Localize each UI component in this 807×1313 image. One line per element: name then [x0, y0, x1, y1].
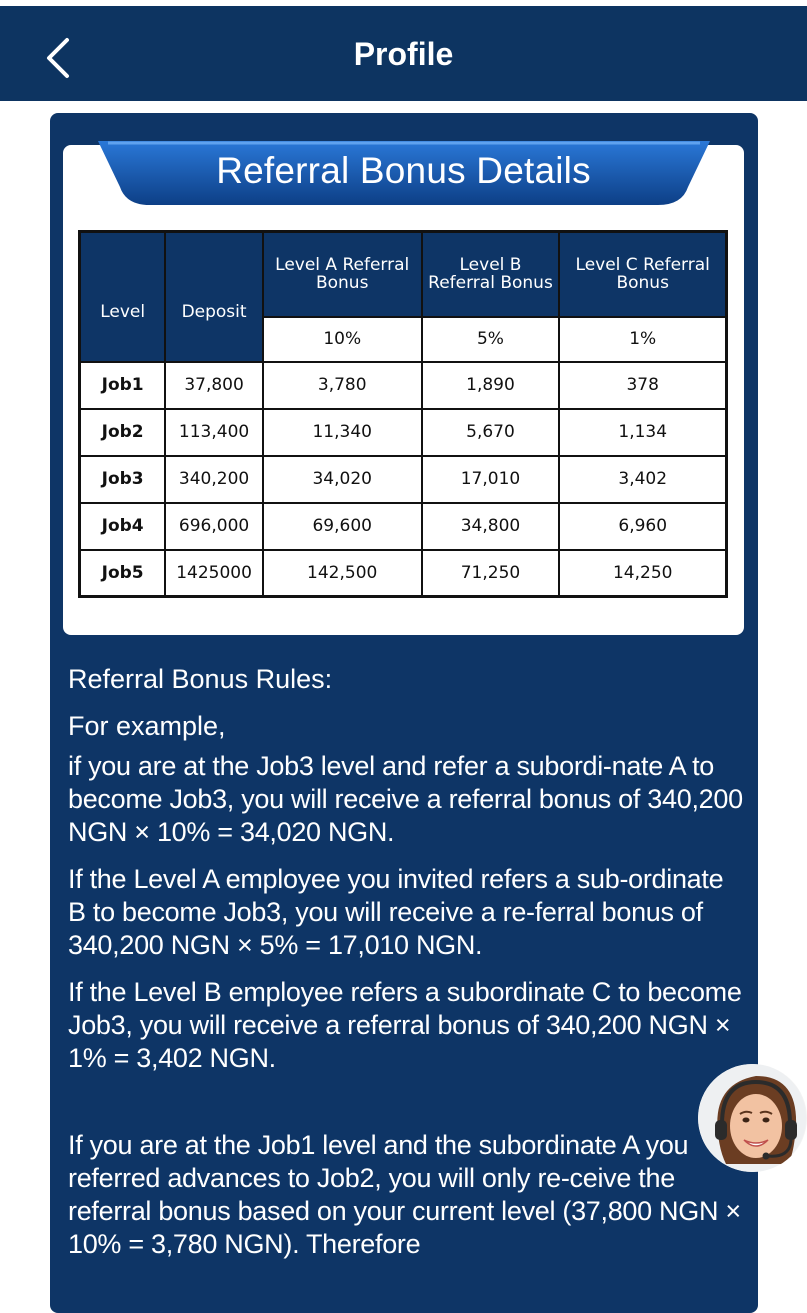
rules-paragraph: If you are at the Job1 level and the subordinate A you referred advances to Job2, you will only re-ceive the referral bonus based on your current level (37,800 NGN × 10% = 3,780 NGN). Therefore	[68, 1130, 741, 1259]
level-b-bonus-cell: 1,890	[422, 362, 560, 409]
column-header-deposit: Deposit	[165, 232, 263, 362]
level-a-bonus-cell: 142,500	[263, 550, 422, 597]
level-a-bonus-cell: 69,600	[263, 503, 422, 550]
customer-service-button[interactable]	[698, 1064, 807, 1172]
level-b-bonus-cell: 5,670	[422, 409, 560, 456]
level-cell: Job1	[80, 362, 166, 409]
level-cell: Job5	[80, 550, 166, 597]
column-header-level-c: Level C Referral Bonus	[559, 232, 726, 317]
table-header-row	[80, 232, 727, 317]
level-a-bonus-cell: 3,780	[263, 362, 422, 409]
level-c-bonus-cell: 6,960	[559, 503, 726, 550]
column-header-level: Level	[80, 232, 166, 362]
top-bar	[0, 6, 807, 101]
deposit-cell: 37,800	[165, 362, 263, 409]
rules-paragraph: If the Level A employee you invited refers a sub-ordinate B to become Job3, you will receive a re-ferral bonus of 340,200 NGN × 5% = 17,010 NGN.	[68, 864, 724, 960]
table-row	[80, 550, 727, 597]
column-header-level-a: Level A Referral Bonus	[263, 232, 422, 317]
level-b-bonus-cell: 17,010	[422, 456, 560, 503]
level-b-bonus-cell: 71,250	[422, 550, 560, 597]
table-row	[80, 503, 727, 550]
level-c-bonus-cell: 378	[559, 362, 726, 409]
level-a-bonus-cell: 34,020	[263, 456, 422, 503]
rules-heading: Referral Bonus Rules:	[68, 664, 333, 694]
referral-rules	[68, 660, 748, 1275]
deposit-cell: 340,200	[165, 456, 263, 503]
customer-service-avatar-icon	[698, 1064, 807, 1172]
referral-bonus-table	[78, 230, 728, 598]
table-row	[80, 456, 727, 503]
page-title: Profile	[353, 36, 454, 72]
level-b-bonus-cell: 34,800	[422, 503, 560, 550]
rules-paragraph: if you are at the Job3 level and refer a subordi-nate A to become Job3, you will receive a referral bonus of 340,200 NGN × 10% = 34,020 NGN.	[68, 751, 743, 847]
level-c-bonus-cell: 3,402	[559, 456, 726, 503]
rate-level-c: 1%	[559, 317, 726, 362]
level-cell: Job3	[80, 456, 166, 503]
level-a-bonus-cell: 11,340	[263, 409, 422, 456]
level-c-bonus-cell: 1,134	[559, 409, 726, 456]
rules-paragraph: If the Level B employee refers a subordinate C to become Job3, you will receive a referral bonus of 340,200 NGN × 1% = 3,402 NGN.	[68, 977, 742, 1073]
rules-intro: For example,	[68, 711, 226, 741]
column-header-level-b: Level B Referral Bonus	[422, 232, 560, 317]
deposit-cell: 696,000	[165, 503, 263, 550]
deposit-cell: 113,400	[165, 409, 263, 456]
level-cell: Job2	[80, 409, 166, 456]
level-cell: Job4	[80, 503, 166, 550]
rate-level-a: 10%	[263, 317, 422, 362]
rate-level-b: 5%	[422, 317, 560, 362]
banner-title: Referral Bonus Details	[216, 150, 591, 191]
deposit-cell: 1425000	[165, 550, 263, 597]
table-row	[80, 409, 727, 456]
level-c-bonus-cell: 14,250	[559, 550, 726, 597]
table-row	[80, 362, 727, 409]
